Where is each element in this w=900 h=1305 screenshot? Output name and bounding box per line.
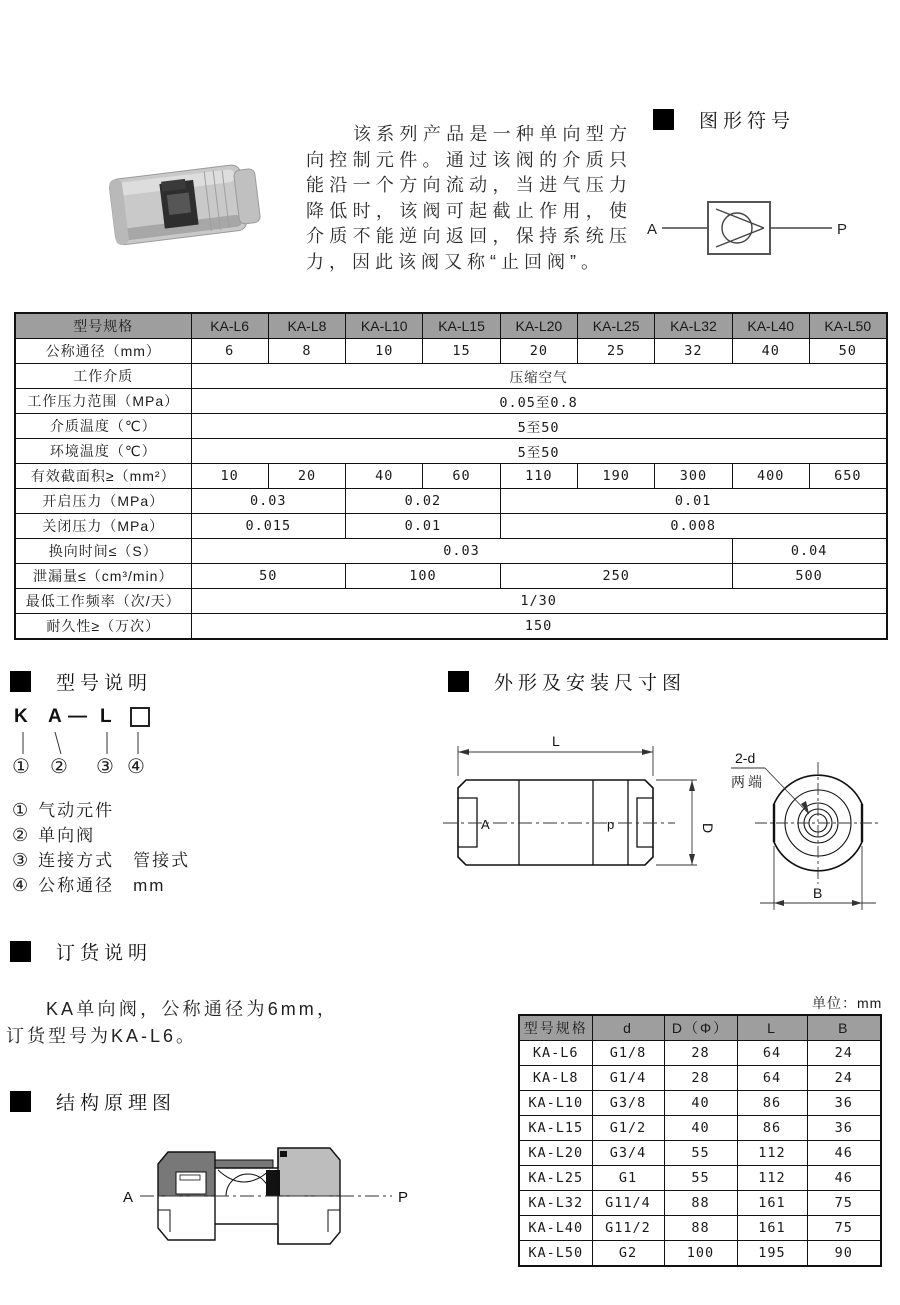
spec-cell: 6 — [191, 339, 268, 364]
spec-cell: 650 — [809, 464, 886, 489]
dim-model-cell: KA-L25 — [519, 1166, 592, 1191]
spec-cell: 0.05至0.8 — [191, 389, 887, 414]
spec-header-model: KA-L8 — [268, 313, 345, 339]
spec-cell: 0.015 — [191, 514, 346, 539]
spec-row-label: 环境温度（℃） — [15, 439, 191, 464]
spec-row — [15, 564, 887, 589]
dim-row — [519, 1216, 881, 1241]
product-photo-image — [100, 150, 270, 258]
dim-value-cell: 55 — [664, 1166, 737, 1191]
model-legend-number: ③ — [12, 850, 31, 870]
model-legend-text: 公称通径 mm — [38, 876, 166, 895]
spec-header-model: KA-L10 — [346, 313, 423, 339]
outline-drawing — [435, 710, 900, 930]
spec-cell: 60 — [423, 464, 500, 489]
section-ordering-title: 订货说明 — [56, 943, 153, 964]
spec-row-label: 开启压力（MPa） — [15, 489, 191, 514]
dim-value-cell: G1 — [592, 1166, 664, 1191]
spec-cell: 20 — [268, 464, 345, 489]
symbol-port-a-label: A — [647, 221, 658, 238]
dim-b-label: B — [813, 885, 823, 901]
dimension-table — [518, 1014, 882, 1267]
section-bullet-icon — [448, 671, 469, 692]
spec-row — [15, 389, 887, 414]
dim-model-cell: KA-L32 — [519, 1191, 592, 1216]
spec-cell: 0.02 — [346, 489, 501, 514]
spec-cell: 32 — [655, 339, 732, 364]
section-symbol — [653, 106, 795, 133]
section-bullet-icon — [10, 671, 31, 692]
spec-cell: 100 — [346, 564, 501, 589]
spec-row — [15, 439, 887, 464]
dim-row — [519, 1091, 881, 1116]
dim-row — [519, 1166, 881, 1191]
dim-d-label: D — [700, 823, 716, 834]
section-bullet-icon — [10, 1091, 31, 1112]
model-code-letter-a: A — [48, 706, 62, 727]
dim-value-cell: 64 — [737, 1041, 807, 1066]
spec-cell: 150 — [191, 614, 887, 640]
spec-row — [15, 614, 887, 640]
spec-row — [15, 539, 887, 564]
dim-row — [519, 1141, 881, 1166]
dim-value-cell: 112 — [737, 1166, 807, 1191]
dim-value-cell: G1/2 — [592, 1116, 664, 1141]
dim-value-cell: 55 — [664, 1141, 737, 1166]
section-outline — [448, 668, 686, 695]
dim-row — [519, 1041, 881, 1066]
dim-value-cell: G11/4 — [592, 1191, 664, 1216]
dim-row — [519, 1066, 881, 1091]
dim-model-cell: KA-L8 — [519, 1066, 592, 1091]
note-2d-label: 2-d — [735, 750, 756, 766]
spec-header-model: KA-L6 — [191, 313, 268, 339]
spec-cell: 10 — [191, 464, 268, 489]
spec-cell: 190 — [577, 464, 654, 489]
spec-cell: 50 — [809, 339, 886, 364]
dim-value-cell: 40 — [664, 1116, 737, 1141]
symbol-port-p-label: P — [837, 221, 848, 238]
dim-l-label: L — [552, 733, 560, 749]
dim-row — [519, 1116, 881, 1141]
structure-port-p-label: P — [398, 1189, 409, 1206]
model-legend-item — [12, 798, 190, 823]
dim-value-cell: 40 — [664, 1091, 737, 1116]
structure-drawing — [118, 1138, 418, 1268]
spec-cell: 0.04 — [732, 539, 887, 564]
dim-value-cell: 64 — [737, 1066, 807, 1091]
dim-value-cell: 112 — [737, 1141, 807, 1166]
dim-value-cell: 75 — [807, 1216, 881, 1241]
spec-cell: 500 — [732, 564, 887, 589]
dim-header-cell: d — [592, 1015, 664, 1041]
model-legend-text: 连接方式 管接式 — [38, 851, 191, 870]
spec-cell: 1/30 — [191, 589, 887, 614]
section-symbol-title: 图形符号 — [699, 111, 796, 132]
dim-header-cell: L — [737, 1015, 807, 1041]
dim-row — [519, 1191, 881, 1216]
dim-value-cell: 75 — [807, 1191, 881, 1216]
spec-cell: 300 — [655, 464, 732, 489]
spec-cell: 5至50 — [191, 414, 887, 439]
model-legend-number: ② — [12, 825, 31, 845]
model-code-num-4: ④ — [127, 756, 145, 778]
dim-value-cell: 46 — [807, 1141, 881, 1166]
units-note: 单位：mm — [812, 995, 883, 1011]
model-code-num-1: ① — [12, 756, 30, 778]
spec-cell: 250 — [500, 564, 732, 589]
product-photo — [100, 150, 270, 258]
model-legend-item — [12, 873, 190, 898]
spec-row-label: 关闭压力（MPa） — [15, 514, 191, 539]
note-ends-label: 两端 — [731, 774, 765, 790]
section-structure — [10, 1088, 176, 1115]
dim-model-cell: KA-L40 — [519, 1216, 592, 1241]
spec-row-label: 有效截面积≥（mm²） — [15, 464, 191, 489]
dim-header-cell: B — [807, 1015, 881, 1041]
dim-value-cell: G1/8 — [592, 1041, 664, 1066]
dim-value-cell: G2 — [592, 1241, 664, 1267]
model-legend-item — [12, 823, 190, 848]
model-legend-item — [12, 848, 190, 873]
spec-cell: 0.01 — [346, 514, 501, 539]
spec-row-label: 工作介质 — [15, 364, 191, 389]
spec-row-label: 工作压力范围（MPa） — [15, 389, 191, 414]
spec-row-label: 最低工作频率（次/天） — [15, 589, 191, 614]
dim-value-cell: 161 — [737, 1216, 807, 1241]
spec-cell: 15 — [423, 339, 500, 364]
outline-drawing-svg — [435, 710, 900, 930]
dim-value-cell: G3/8 — [592, 1091, 664, 1116]
spec-cell: 0.01 — [500, 489, 886, 514]
model-code-legend — [12, 798, 190, 898]
dim-value-cell: 86 — [737, 1116, 807, 1141]
dim-header-row — [519, 1015, 881, 1041]
dim-value-cell: 195 — [737, 1241, 807, 1267]
model-code-diagram — [10, 706, 190, 786]
model-legend-number: ④ — [12, 875, 31, 895]
spec-row — [15, 339, 887, 364]
dim-value-cell: 88 — [664, 1191, 737, 1216]
spec-cell: 0.03 — [191, 539, 732, 564]
dim-value-cell: 100 — [664, 1241, 737, 1267]
spec-row-label: 公称通径（mm） — [15, 339, 191, 364]
dim-value-cell: 36 — [807, 1091, 881, 1116]
section-bullet-icon — [10, 941, 31, 962]
structure-port-a-label: A — [123, 1189, 134, 1206]
spec-header-model: KA-L15 — [423, 313, 500, 339]
dim-value-cell: G11/2 — [592, 1216, 664, 1241]
model-code-dash: — — [68, 706, 87, 727]
dim-value-cell: 24 — [807, 1041, 881, 1066]
dim-value-cell: 28 — [664, 1066, 737, 1091]
dim-value-cell: 88 — [664, 1216, 737, 1241]
spec-header-row — [15, 313, 887, 339]
dim-value-cell: 86 — [737, 1091, 807, 1116]
dim-model-cell: KA-L20 — [519, 1141, 592, 1166]
spec-row — [15, 414, 887, 439]
dim-value-cell: 36 — [807, 1116, 881, 1141]
spec-header-model: KA-L32 — [655, 313, 732, 339]
dim-value-cell: G1/4 — [592, 1066, 664, 1091]
section-ordering — [10, 938, 152, 965]
spec-cell: 0.008 — [500, 514, 886, 539]
spec-header-model: KA-L40 — [732, 313, 809, 339]
ordering-paragraph: KA单向阀，公称通径为6mm，订货型号为KA-L6。 — [6, 999, 338, 1046]
model-code-num-2: ② — [50, 756, 68, 778]
spec-row — [15, 364, 887, 389]
dim-model-cell: KA-L6 — [519, 1041, 592, 1066]
spec-row — [15, 589, 887, 614]
model-code-letter-k: K — [14, 706, 28, 727]
dim-value-cell: G3/4 — [592, 1141, 664, 1166]
symbol-diagram — [645, 196, 855, 266]
spec-row — [15, 489, 887, 514]
section-structure-title: 结构原理图 — [56, 1093, 177, 1114]
spec-row — [15, 464, 887, 489]
spec-cell: 400 — [732, 464, 809, 489]
spec-cell: 8 — [268, 339, 345, 364]
dim-header-cell: 型号规格 — [519, 1015, 592, 1041]
outline-port-p-label: p — [607, 817, 615, 832]
spec-cell: 压缩空气 — [191, 364, 887, 389]
structure-drawing-svg — [118, 1138, 418, 1268]
spec-cell: 20 — [500, 339, 577, 364]
dim-header-cell: D（Φ） — [664, 1015, 737, 1041]
spec-cell: 25 — [577, 339, 654, 364]
dim-value-cell: 161 — [737, 1191, 807, 1216]
model-legend-text: 单向阀 — [38, 826, 96, 845]
dim-value-cell: 90 — [807, 1241, 881, 1267]
model-code-letter-l: L — [100, 706, 112, 727]
spec-row — [15, 514, 887, 539]
spec-header-model: KA-L50 — [809, 313, 886, 339]
spec-row-label: 耐久性≥（万次） — [15, 614, 191, 640]
spec-header-model: KA-L25 — [577, 313, 654, 339]
section-outline-title: 外形及安装尺寸图 — [494, 673, 687, 694]
section-model — [10, 668, 152, 695]
spec-cell: 10 — [346, 339, 423, 364]
spec-cell: 40 — [732, 339, 809, 364]
dim-row — [519, 1241, 881, 1267]
model-code-num-3: ③ — [96, 756, 114, 778]
dim-value-cell: 46 — [807, 1166, 881, 1191]
dim-model-cell: KA-L15 — [519, 1116, 592, 1141]
spec-table — [14, 312, 888, 640]
intro-paragraph: 该系列产品是一种单向型方向控制元件。通过该阀的介质只能沿一个方向流动，当进气压力降低时，该阀可起截止作用，使介质不能逆向返回，保持系统压力，因此该阀又称“止回阀”。 — [306, 124, 632, 272]
dim-value-cell: 24 — [807, 1066, 881, 1091]
dim-model-cell: KA-L10 — [519, 1091, 592, 1116]
section-bullet-icon — [653, 109, 674, 130]
spec-cell: 0.03 — [191, 489, 346, 514]
spec-row-label: 换向时间≤（S） — [15, 539, 191, 564]
spec-cell: 5至50 — [191, 439, 887, 464]
spec-header-label: 型号规格 — [15, 313, 191, 339]
spec-cell: 110 — [500, 464, 577, 489]
section-model-title: 型号说明 — [56, 673, 153, 694]
spec-row-label: 泄漏量≤（cm³/min） — [15, 564, 191, 589]
spec-header-model: KA-L20 — [500, 313, 577, 339]
spec-cell: 40 — [346, 464, 423, 489]
dim-model-cell: KA-L50 — [519, 1241, 592, 1267]
spec-cell: 50 — [191, 564, 346, 589]
model-legend-number: ① — [12, 800, 31, 820]
spec-row-label: 介质温度（℃） — [15, 414, 191, 439]
check-valve-symbol — [645, 196, 855, 266]
dim-value-cell: 28 — [664, 1041, 737, 1066]
model-legend-text: 气动元件 — [38, 801, 115, 820]
outline-port-a-label: A — [481, 817, 490, 832]
